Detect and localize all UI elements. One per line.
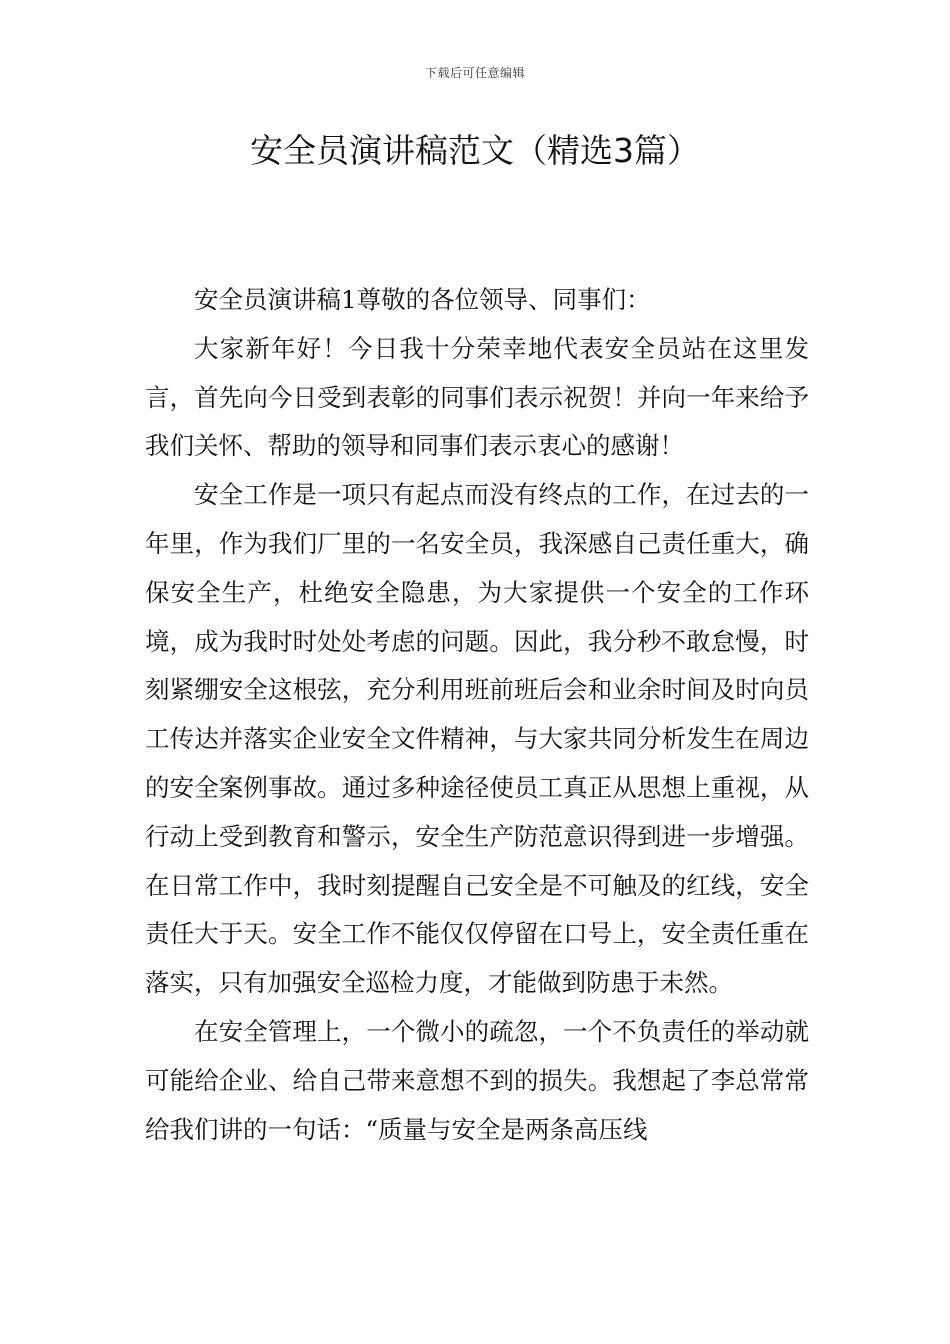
header-note: 下载后可任意编辑 — [424, 66, 525, 80]
paragraph-safety-management: 在安全管理上，一个微小的疏忽，一个不负责任的举动就可能给企业、给自己带来意想不到的损失。我想起了李总常常给我们讲的一句话：“质量与安全是两条高压线 — [145, 1016, 809, 1144]
paragraph-greeting: 安全员演讲稿1尊敬的各位领导、同事们： — [194, 285, 651, 314]
document-title: 安全员演讲稿范文（精选3篇） — [250, 131, 700, 170]
paragraph-safety-work: 安全工作是一项只有起点而没有终点的工作，在过去的一年里，作为我们厂里的一名安全员，我深感自己责任重大，确保安全生产，杜绝安全隐患，为大家提供一个安全的工作环境，成为我时时处处考虑的问题。因此，我分秒不敢怠慢，时刻紧绷安全这根弦，充分利用班前班后会和业余时间及时向员工传达并落实企业安全文件精神，与大家共同分析发生在周边的安全案例事故。通过多种途径使员工真正从思想上重视，从行动上受到教育和警示，安全生产防范意识得到进一步增强。在日常工作中，我时刻提醒自己安全是不可触及的红线，安全责任大于天。安全工作不能仅仅停留在口号上，安全责任重在落实，只有加强安全巡检力度，才能做到防患于未然。 — [145, 480, 809, 998]
document-body — [145, 276, 809, 1154]
paragraph-opening: 大家新年好！今日我十分荣幸地代表安全员站在这里发言，首先向今日受到表彰的同事们表示祝贺！并向一年来给予我们关怀、帮助的领导和同事们表示衷心的感谢！ — [145, 333, 809, 461]
